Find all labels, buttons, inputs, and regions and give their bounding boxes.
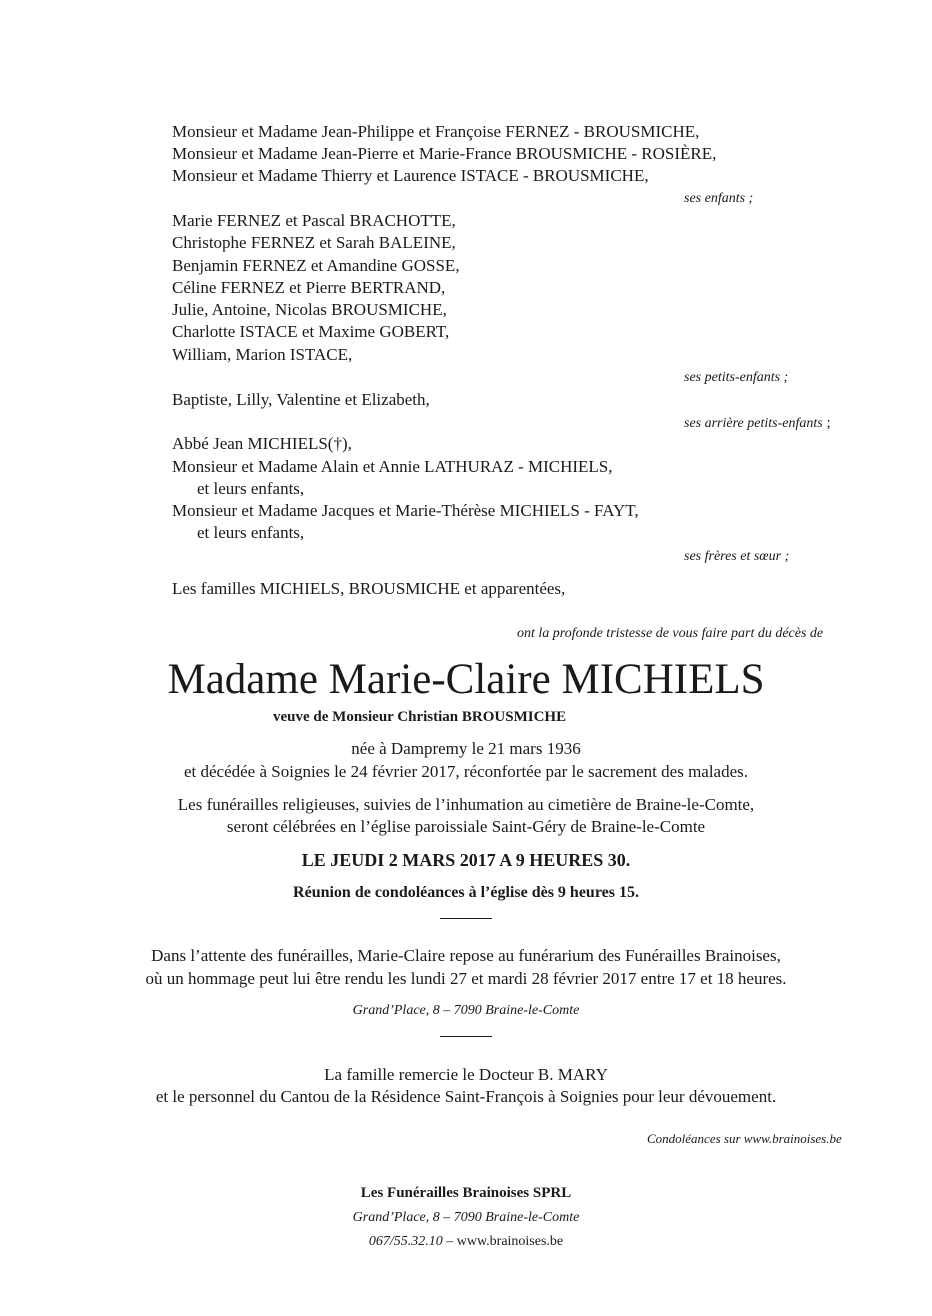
child-line: Monsieur et Madame Jean-Pierre et Marie-France BROUSMICHE - ROSIÈRE,: [172, 144, 717, 163]
sibling-line: Monsieur et Madame Alain et Annie LATHURAZ - MICHIELS,: [172, 457, 613, 476]
funeral-date: LE JEUDI 2 MARS 2017 A 9 HEURES 30.: [301, 850, 631, 870]
child-line: Monsieur et Madame Jean-Philippe et Françoise FERNEZ - BROUSMICHE,: [172, 122, 700, 141]
grandchild-line: Charlotte ISTACE et Maxime GOBERT,: [172, 322, 450, 341]
footer-contact: [0, 1232, 932, 1252]
footer-company: Les Funérailles Brainoises SPRL: [360, 1185, 572, 1201]
footer-phone: 067/55.32.10: [368, 1234, 443, 1249]
viewing-line: Dans l’attente des funérailles, Marie-Claire repose au funérarium des Funérailles Brainoises,: [151, 946, 781, 965]
funeral-line: seront célébrées en l’église paroissiale Saint-Géry de Braine-le-Comte: [226, 817, 706, 836]
death-line: et décédée à Soignies le 24 février 2017, réconfortée par le sacrement des malades.: [183, 762, 749, 781]
separator-rule: [440, 1036, 492, 1037]
footer-website: www.brainoises.be: [456, 1234, 564, 1249]
sibling-children-line: et leurs enfants,: [197, 523, 305, 542]
families-line: Les familles MICHIELS, BROUSMICHE et apparentées,: [172, 579, 566, 598]
thanks-line: et le personnel du Cantou de la Résidence Saint-François à Soignies pour leur dévouement.: [155, 1087, 777, 1106]
online-condolences: Condoléances sur www.brainoises.be: [647, 1131, 842, 1146]
sibling-children-line: et leurs enfants,: [197, 479, 305, 498]
thanks-line: La famille remercie le Docteur B. MARY: [324, 1065, 608, 1084]
grandchild-line: Julie, Antoine, Nicolas BROUSMICHE,: [172, 300, 447, 319]
great-grandchildren-line: Baptiste, Lilly, Valentine et Elizabeth,: [172, 390, 430, 409]
child-line: Monsieur et Madame Thierry et Laurence ISTACE - BROUSMICHE,: [172, 166, 649, 185]
siblings-role: ses frères et sœur ;: [684, 549, 790, 564]
great-grandchildren-role: ses arrière petits-enfants: [684, 416, 823, 431]
grandchild-line: Céline FERNEZ et Pierre BERTRAND,: [172, 278, 446, 297]
footer-separator: –: [442, 1234, 457, 1249]
grandchild-line: Benjamin FERNEZ et Amandine GOSSE,: [172, 256, 460, 275]
viewing-address: Grand’Place, 8 – 7090 Braine-le-Comte: [352, 1003, 580, 1018]
announcement: ont la profonde tristesse de vous faire part du décès de: [517, 626, 824, 641]
grandchild-line: Christophe FERNEZ et Sarah BALEINE,: [172, 233, 456, 252]
grandchild-line: Marie FERNEZ et Pascal BRACHOTTE,: [172, 211, 456, 230]
footer-address: Grand’Place, 8 – 7090 Braine-le-Comte: [352, 1210, 580, 1225]
birth-line: née à Dampremy le 21 mars 1936: [351, 739, 581, 758]
sibling-line: Monsieur et Madame Jacques et Marie-Thérèse MICHIELS - FAYT,: [172, 501, 639, 520]
sibling-line: Abbé Jean MICHIELS(†),: [172, 434, 352, 453]
separator-rule: [440, 918, 492, 919]
grandchildren-role: ses petits-enfants ;: [684, 370, 789, 385]
great-grandchildren-role-suffix: ;: [822, 415, 831, 431]
viewing-line: où un hommage peut lui être rendu les lundi 27 et mardi 28 février 2017 entre 17 et 18 heures.: [145, 969, 787, 988]
widow-of: veuve de Monsieur Christian BROUSMICHE: [273, 709, 567, 725]
funeral-line: Les funérailles religieuses, suivies de l’inhumation au cimetière de Braine-le-Comte,: [177, 795, 755, 814]
deceased-name: Madame Marie-Claire MICHIELS: [167, 656, 765, 703]
condolence-meeting: Réunion de condoléances à l’église dès 9 heures 15.: [293, 884, 639, 901]
grandchild-line: William, Marion ISTACE,: [172, 345, 353, 364]
great-grandchildren-role-line: [684, 412, 831, 434]
children-role: ses enfants ;: [684, 191, 754, 206]
